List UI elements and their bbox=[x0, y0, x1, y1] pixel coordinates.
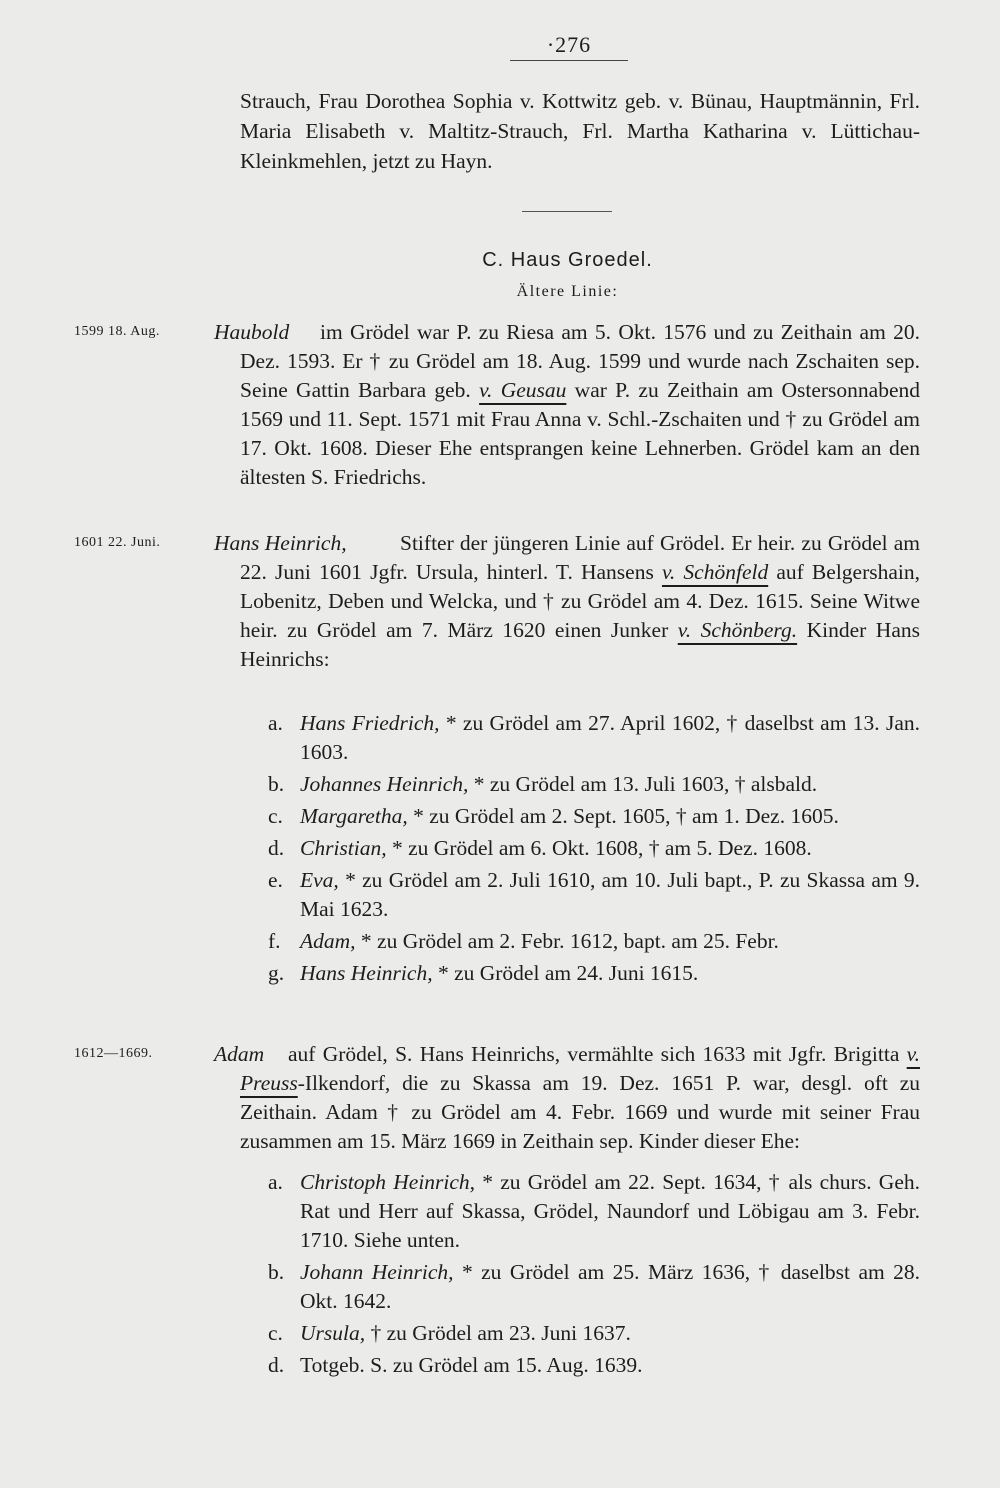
child-name: Hans Friedrich, bbox=[300, 711, 440, 735]
item-letter: a. bbox=[268, 1170, 283, 1194]
child-text: * zu Grödel am 27. April 1602, † daselbst am 13. Jan. 1603. bbox=[300, 711, 920, 764]
item-letter: e. bbox=[268, 868, 283, 892]
list-item bbox=[268, 959, 920, 988]
entry-lead-name: Adam bbox=[214, 1042, 265, 1066]
child-text: Totgeb. S. zu Grödel am 15. Aug. 1639. bbox=[300, 1353, 643, 1377]
item-letter: a. bbox=[268, 711, 283, 735]
child-name: Christoph Heinrich, bbox=[300, 1170, 476, 1194]
entry-text: im Grödel war P. zu Riesa am 5. Okt. 1576 und zu Zeithain am 20. Dez. 1593. Er † zu Grödel am 18. Aug. 1599 und wurde nach Zschaiten sep. Seine Gattin Barbara geb. bbox=[240, 320, 920, 402]
underlined-name: v. Schönberg. bbox=[677, 618, 798, 642]
list-item bbox=[268, 1319, 920, 1348]
list-item bbox=[268, 1258, 920, 1316]
child-name: Eva, bbox=[300, 868, 339, 892]
child-name: Johannes Heinrich, bbox=[300, 772, 469, 796]
list-item bbox=[268, 802, 920, 831]
continuation-paragraph: Strauch, Frau Dorothea Sophia v. Kottwitz geb. v. Bünau, Hauptmännin, Frl. Maria Elisabeth v. Maltitz-Strauch, Frl. Martha Katharina v. Lüttichau-Kleinkmehlen, jetzt zu Hayn. bbox=[240, 89, 920, 173]
child-text: * zu Grödel am 2. Juli 1610, am 10. Juli bapt., P. zu Skassa am 9. Mai 1623. bbox=[300, 868, 920, 921]
entry-date: 1601 22. Juni. bbox=[74, 535, 161, 550]
list-item bbox=[268, 866, 920, 924]
entry-lead-name: Haubold bbox=[214, 320, 290, 344]
list-item bbox=[268, 1168, 920, 1255]
underlined-name: v. Geusau bbox=[479, 378, 567, 402]
child-name: Hans Heinrich, bbox=[300, 961, 433, 985]
list-item bbox=[268, 927, 920, 956]
item-letter: c. bbox=[268, 804, 283, 828]
list-item bbox=[268, 770, 920, 799]
item-letter: f. bbox=[268, 929, 281, 953]
section-divider bbox=[522, 211, 612, 212]
entry-text: auf Grödel, S. Hans Heinrichs, vermählte sich 1633 mit Jgfr. Brigitta bbox=[288, 1042, 907, 1066]
child-name: Johann Heinrich, bbox=[300, 1260, 454, 1284]
item-letter: b. bbox=[268, 1260, 285, 1284]
page-number-rule bbox=[510, 60, 628, 61]
child-text: † zu Grödel am 23. Juni 1637. bbox=[365, 1321, 631, 1345]
list-item bbox=[268, 709, 920, 767]
list-item bbox=[268, 1351, 920, 1380]
list-item bbox=[268, 834, 920, 863]
entry-text: auf Belgershain, Lobenitz, Deben und Welcka, und † zu Grödel am 4. Dez. 1615. Seine Witwe heir. zu Grödel am 7. März 1620 einen Junker bbox=[240, 560, 921, 642]
underlined-name: v. Preuss bbox=[240, 1042, 920, 1095]
child-text: * zu Grödel am 2. Febr. 1612, bapt. am 25. Febr. bbox=[355, 929, 779, 953]
item-letter: d. bbox=[268, 1353, 285, 1377]
entry-text: -Ilkendorf, die zu Skassa am 19. Dez. 1651 P. war, desgl. oft zu Zeithain. Adam † zu Grödel am 4. Febr. 1669 und wurde mit seiner Frau zusammen am 15. März 1669 in Zeithain sep. Kinder dieser Ehe: bbox=[240, 1071, 920, 1153]
child-text: * zu Grödel am 22. Sept. 1634, † als churs. Geh. Rat und Herr auf Skassa, Grödel, Naundorf und Löbigau am 3. Febr. 1710. Siehe unten. bbox=[300, 1170, 920, 1252]
child-name: Christian, bbox=[300, 836, 387, 860]
item-letter: b. bbox=[268, 772, 285, 796]
entry-text: Stifter der jüngeren Linie auf Grödel. Er heir. zu Grödel am 22. Juni 1601 Jgfr. Ursula, hinterl. T. Hansens bbox=[240, 531, 920, 584]
child-text: * zu Grödel am 25. März 1636, † daselbst am 28. Okt. 1642. bbox=[300, 1260, 921, 1313]
item-letter: c. bbox=[268, 1321, 283, 1345]
child-text: * zu Grödel am 13. Juli 1603, † alsbald. bbox=[468, 772, 818, 796]
entry-text: war P. zu Zeithain am Ostersonnabend 1569 und 11. Sept. 1571 mit Frau Anna v. Schl.-Zschaiten und † zu Grödel am 17. Okt. 1608. Dieser Ehe entsprangen keine Lehnerben. Grödel kam an den ältesten S. Friedrichs. bbox=[240, 378, 920, 489]
item-letter: g. bbox=[268, 961, 285, 985]
child-name: Margaretha, bbox=[300, 804, 408, 828]
entry-lead-name: Hans Heinrich, bbox=[214, 531, 347, 555]
child-text: * zu Grödel am 2. Sept. 1605, † am 1. Dez. 1605. bbox=[407, 804, 839, 828]
item-letter: d. bbox=[268, 836, 285, 860]
entry-body bbox=[240, 318, 920, 492]
child-name: Adam, bbox=[300, 929, 356, 953]
entry-body bbox=[240, 529, 920, 674]
child-name: Ursula, bbox=[300, 1321, 366, 1345]
page-number-value: 276 bbox=[555, 32, 592, 57]
underlined-name: v. Schönfeld bbox=[661, 560, 769, 584]
section-subtitle: Ältere Linie: bbox=[516, 283, 619, 300]
page-number: ·276 bbox=[546, 32, 592, 57]
children-list bbox=[268, 1168, 920, 1383]
entry-text: Kinder Hans Heinrichs: bbox=[240, 618, 920, 671]
children-list bbox=[268, 709, 920, 991]
section-title: C. Haus Groedel. bbox=[482, 249, 653, 271]
child-text: * zu Grödel am 6. Okt. 1608, † am 5. Dez. 1608. bbox=[386, 836, 812, 860]
entry-date: 1599 18. Aug. bbox=[74, 324, 160, 339]
entry-date: 1612—1669. bbox=[74, 1046, 153, 1061]
child-text: * zu Grödel am 24. Juni 1615. bbox=[432, 961, 699, 985]
entry-body bbox=[240, 1040, 920, 1156]
